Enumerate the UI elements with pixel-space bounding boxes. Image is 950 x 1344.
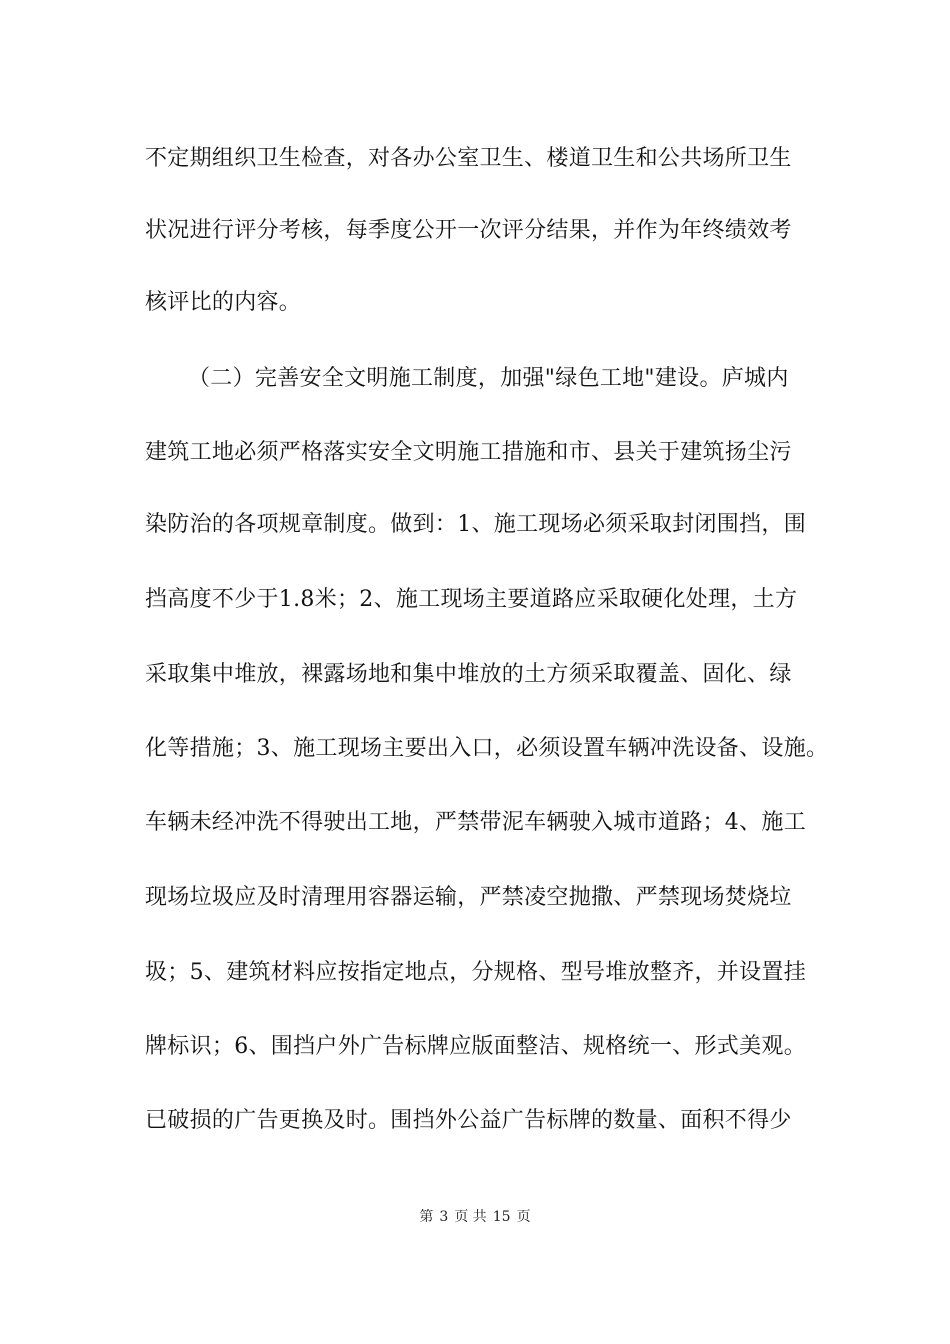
text-line: 车辆未经冲洗不得驶出工地，严禁带泥车辆驶入城市道路；4、施工 [145, 810, 806, 835]
text-line: 不定期组织卫生检查，对各办公室卫生、楼道卫生和公共场所卫生 [145, 146, 792, 171]
text-line: 已破损的广告更换及时。围挡外公益广告标牌的数量、面积不得少 [145, 1108, 792, 1133]
total-pages-number: 15 [492, 1209, 511, 1225]
text-line: 采取集中堆放，裸露场地和集中堆放的土方须采取覆盖、固化、绿 [145, 662, 792, 687]
page-label-suffix: 页 [516, 1209, 531, 1225]
page-label-prefix: 第 [419, 1209, 434, 1225]
text-line: 建筑工地必须严格落实安全文明施工措施和市、县关于建筑扬尘污 [145, 440, 792, 465]
text-line: 圾；5、建筑材料应按指定地点，分规格、型号堆放整齐，并设置挂 [145, 960, 806, 985]
paragraph-heading-line: （二）完善安全文明施工制度，加强"绿色工地"建设。庐城内 [188, 366, 789, 391]
text-line: 状况进行评分考核，每季度公开一次评分结果，并作为年终绩效考 [145, 218, 792, 243]
text-line: 染防治的各项规章制度。做到：1、施工现场必须采取封闭围挡，围 [145, 512, 806, 537]
text-line: 挡高度不少于1.8米；2、施工现场主要道路应采取硬化处理，土方 [145, 587, 798, 612]
text-line: 现场垃圾应及时清理用容器运输，严禁凌空抛撒、严禁现场焚烧垃 [145, 885, 792, 910]
page-label-mid: 页 共 [454, 1209, 487, 1225]
page-footer [0, 1208, 950, 1226]
current-page-number: 3 [439, 1209, 449, 1225]
text-line: 核评比的内容。 [145, 290, 302, 315]
text-line: 化等措施；3、施工现场主要出入口，必须设置车辆冲洗设备、设施。 [145, 736, 829, 761]
text-line: 牌标识；6、围挡户外广告标牌应版面整洁、规格统一、形式美观。 [145, 1034, 806, 1059]
